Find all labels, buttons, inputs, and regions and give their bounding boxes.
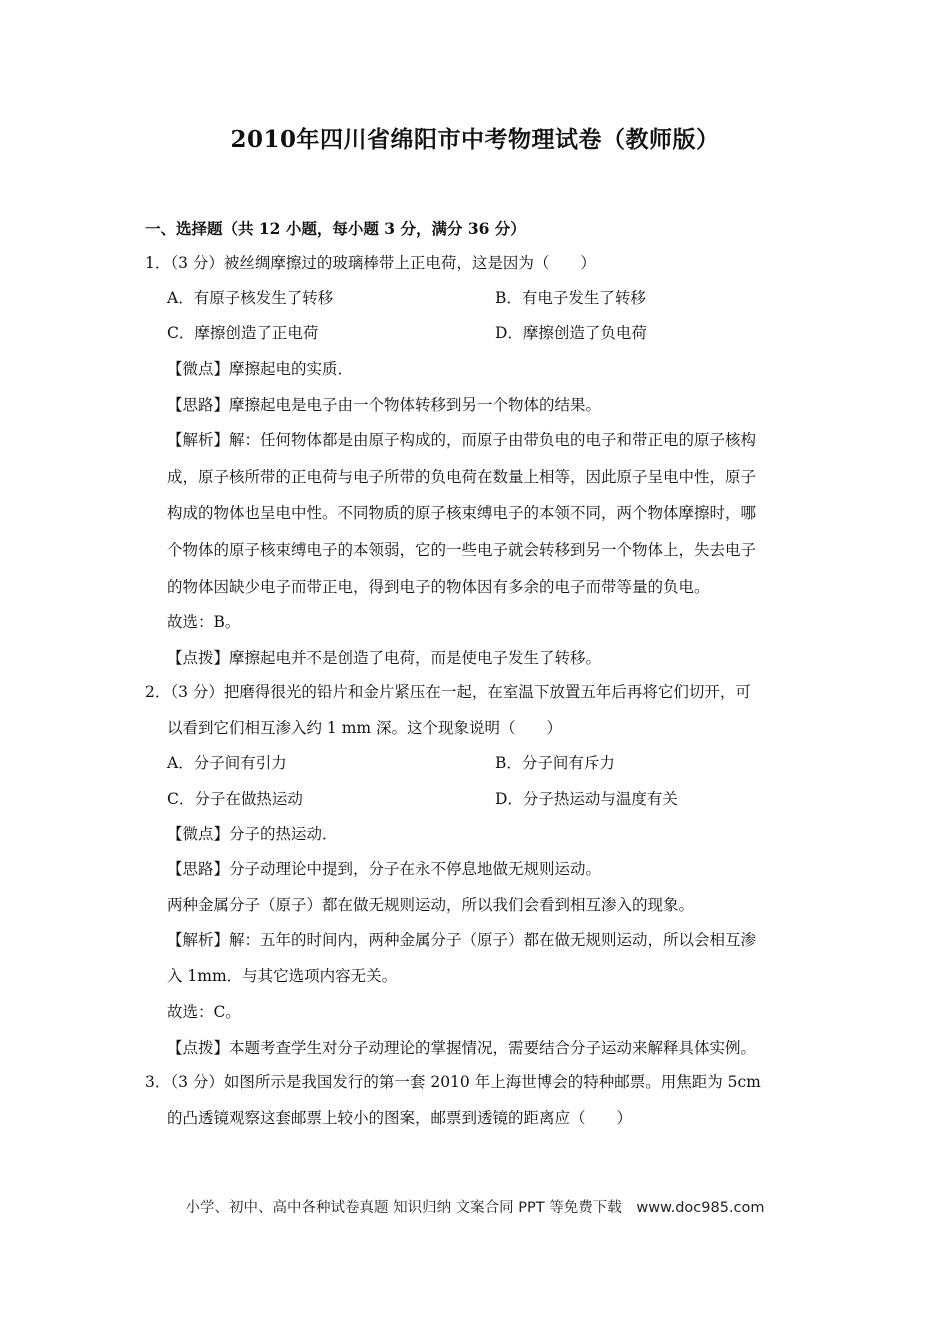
q2-jiexi: 【解析】解：五年的时间内，两种金属分子（原子）都在做无规则运动，所以会相互渗 [167,931,757,949]
q1-jiexi-line: 的物体因缺少电子而带正电，得到电子的物体因有多余的电子而带等量的负电。 [167,578,710,596]
q1-jiexi-line: 成，原子核所带的正电荷与电子所带的负电荷在数量上相等，因此原子呈电中性，原子 [167,468,757,486]
q2-option-b: B．分子间有斥力 [495,754,615,772]
q2-silu-cont: 两种金属分子（原子）都在做无规则运动，所以我们会看到相互渗入的现象。 [167,896,695,914]
q2-stem: 2．（3 分）把磨得很光的铅片和金片紧压在一起，在室温下放置五年后再将它们切开，可 [145,683,751,701]
q1-silu: 【思路】摩擦起电是电子由一个物体转移到另一个物体的结果。 [167,396,602,414]
q1-stem: 1．（3 分）被丝绸摩擦过的玻璃棒带上正电荷，这是因为（ ） [145,254,596,272]
q2-answer: 故选：C。 [167,1003,241,1021]
document-title: 2010年四川省绵阳市中考物理试卷（教师版） [230,126,720,153]
q2-stem-cont: 以看到它们相互渗入约 1 mm 深。这个现象说明（ ） [167,719,563,737]
q1-jiexi-line: 【解析】解：任何物体都是由原子构成的，而原子由带负电的电子和带正电的原子核构 [167,431,757,449]
footer-url-link[interactable]: www.doc985.com [636,1200,765,1216]
q1-dianbo: 【点拨】摩擦起电并不是创造了电荷，而是使电子发生了转移。 [167,649,602,667]
page-footer [0,1196,950,1217]
q1-option-d: D．摩擦创造了负电荷 [495,324,647,342]
q1-option-b: B．有电子发生了转移 [495,289,646,307]
q1-weidian: 【微点】摩擦起电的实质． [167,360,354,378]
q1-jiexi-line: 个物体的原子核束缚电子的本领弱，它的一些电子就会转移到另一个物体上，失去电子 [167,541,757,559]
q3-stem: 3．（3 分）如图所示是我国发行的第一套 2010 年上海世博会的特种邮票。用焦距为 5cm [145,1073,761,1091]
q2-option-a: A．分子间有引力 [167,754,287,772]
section-heading: 一、选择题（共 12 小题，每小题 3 分，满分 36 分） [145,219,526,238]
q2-jiexi-cont: 入 1mm．与其它选项内容无关。 [167,967,398,985]
q2-weidian: 【微点】分子的热运动． [167,825,338,843]
q2-option-d: D．分子热运动与温度有关 [495,790,678,808]
q2-silu: 【思路】分子动理论中提到，分子在永不停息地做无规则运动。 [167,860,602,878]
q3-stem-cont: 的凸透镜观察这套邮票上较小的图案，邮票到透镜的距离应（ ） [167,1109,633,1127]
footer-text: 小学、初中、高中各种试卷真题 知识归纳 文案合同 PPT 等免费下载 [185,1200,622,1216]
q1-jiexi-line: 构成的物体也呈电中性。不同物质的原子核束缚电子的本领不同，两个物体摩擦时，哪 [167,504,757,522]
q1-answer: 故选：B。 [167,613,241,631]
q1-option-c: C．摩擦创造了正电荷 [167,324,319,342]
q2-option-c: C．分子在做热运动 [167,790,303,808]
q1-option-a: A．有原子核发生了转移 [167,289,334,307]
q2-dianbo: 【点拨】本题考查学生对分子动理论的掌握情况，需要结合分子运动来解释具体实例。 [167,1039,757,1057]
